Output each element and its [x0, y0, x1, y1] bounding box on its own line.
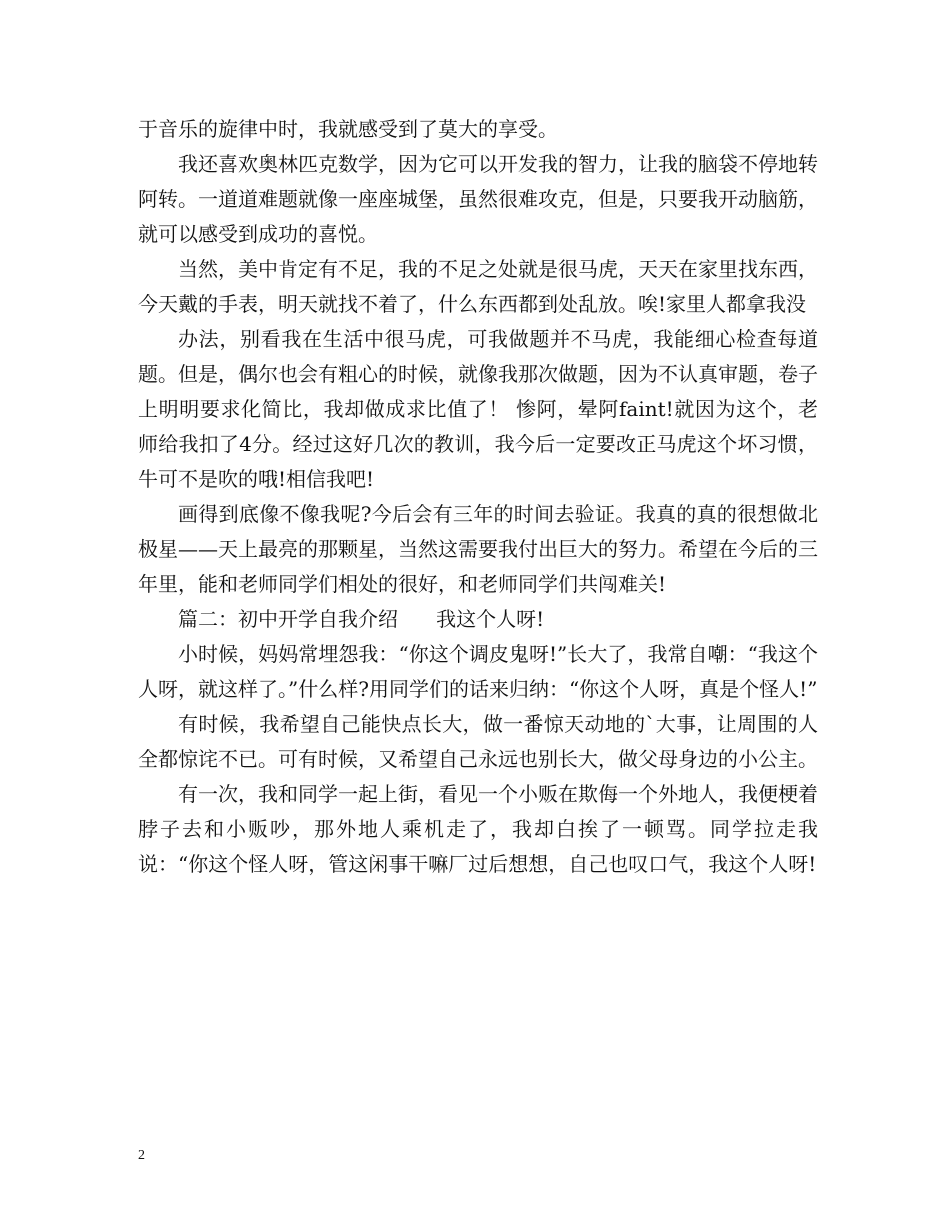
- paragraph-6: 小时候，妈妈常埋怨我：“你这个调皮鬼呀!”长大了，我常自嘲：“我这个人呀，就这样了。”什么样?用同学们的话来归纳：“你这个人呀，真是个怪人!”: [138, 642, 818, 701]
- paragraph-7: 有时候，我希望自己能快点长大，做一番惊天动地的`大事，让周围的人全都惊诧不已。可有时候，又希望自己永远也别长大，做父母身边的小公主。: [138, 712, 818, 771]
- paragraph-5: 画得到底像不像我呢?今后会有三年的时间去验证。我真的真的很想做北极星——天上最亮的那颗星，当然这需要我付出巨大的努力。希望在今后的三年里，能和老师同学们相处的很好，和老师同学们共闯难关!: [138, 502, 818, 596]
- page-body: [138, 112, 818, 882]
- page-number: 2: [138, 1148, 145, 1163]
- paragraph-3: 当然，美中肯定有不足，我的不足之处就是很马虎，天天在家里找东西，今天戴的手表，明天就找不着了，什么东西都到处乱放。唉!家里人都拿我没: [138, 257, 818, 316]
- paragraph-1: 于音乐的旋律中时，我就感受到了莫大的享受。: [138, 117, 558, 141]
- section-heading: 篇二：初中开学自我介绍 我这个人呀!: [178, 607, 545, 631]
- paragraph-4: 办法，别看我在生活中很马虎，可我做题并不马虎，我能细心检查每道题。但是，偶尔也会有粗心的时候，就像我那次做题，因为不认真审题，卷子上明明要求化简比，我却做成求比值了！ 惨阿，晕阿faint!就因为这个，老师给我扣了4分。经过这好几次的教训，我今后一定要改正马虎这个坏习惯，牛可不是吹的哦!相信我吧!: [138, 327, 818, 491]
- paragraph-2: 我还喜欢奥林匹克数学，因为它可以开发我的智力，让我的脑袋不停地转阿转。一道道难题就像一座座城堡，虽然很难攻克，但是，只要我开动脑筋，就可以感受到成功的喜悦。: [138, 152, 818, 246]
- paragraph-8: 有一次，我和同学一起上街，看见一个小贩在欺侮一个外地人，我便梗着脖子去和小贩吵，那外地人乘机走了，我却白挨了一顿骂。同学拉走我说：“你这个怪人呀，管这闲事干嘛厂过后想想，自己也叹口气，我这个人呀!: [138, 782, 818, 876]
